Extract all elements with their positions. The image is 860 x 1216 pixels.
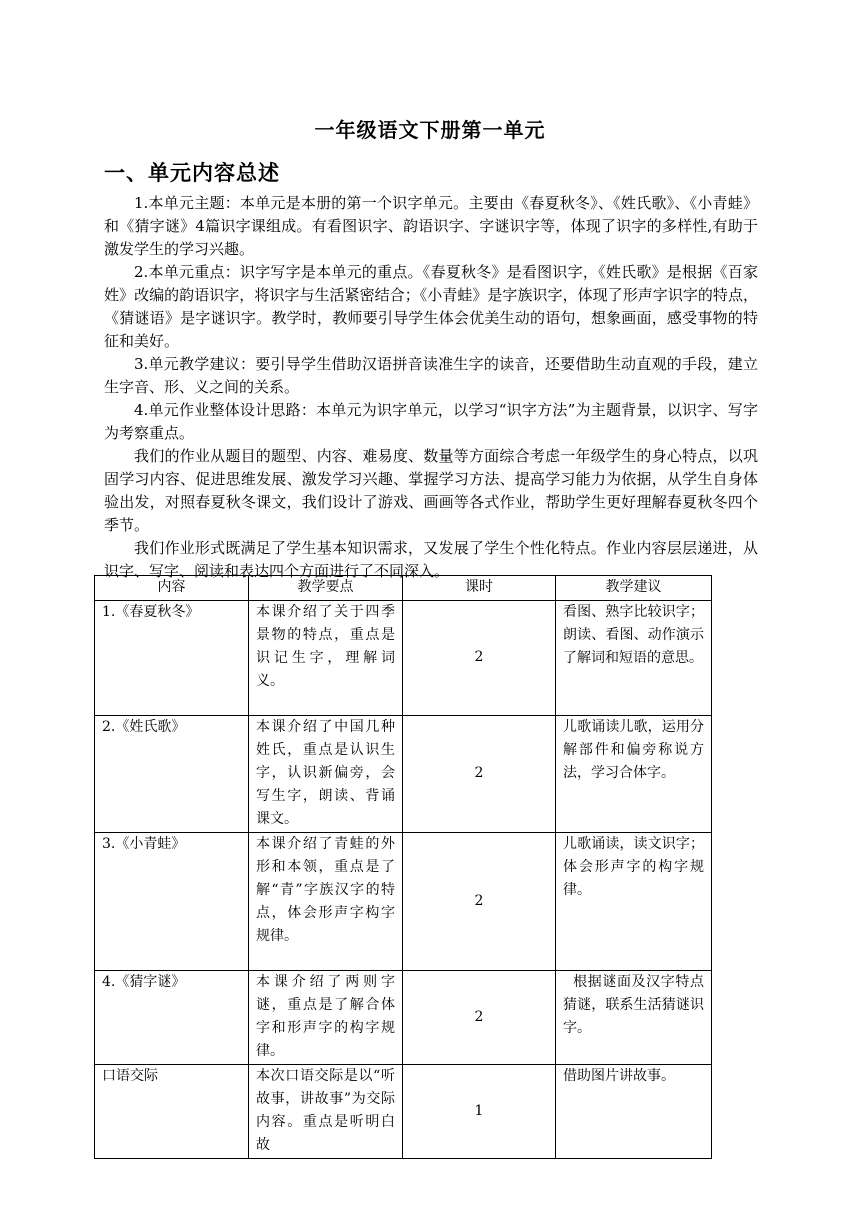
table-row [95,601,712,716]
cell-teaching-advice: 看图、熟字比较识字；朗读、看图、动作演示了解词和短语的意思。 [556,601,712,716]
cell-content: 3.《小青蛙》 [95,833,249,971]
cell-class-hours: 1 [403,1065,556,1159]
cell-teaching-points: 本课介绍了中国几种姓氏，重点是认识生字，认识新偏旁，会写生字，朗读、背诵课文。 [249,716,403,833]
header-class-hours: 课时 [403,576,556,601]
cell-teaching-advice: 借助图片讲故事。 [556,1065,712,1159]
table-row [95,1065,712,1159]
paragraph-focus: 2.本单元重点：识字写字是本单元的重点。《春夏秋冬》是看图识字，《姓氏歌》是根据《百家姓》改编的韵语识字，将识字与生活紧密结合；《小青蛙》是字族识字，体现了形声字识字的特点，《猜谜语》是字谜识字。教学时，教师要引导学生体会优美生动的语句，想象画面，感受事物的特征和美好。 [104,263,758,350]
table-row [95,971,712,1065]
cell-teaching-advice: 根据谜面及汉字特点猜谜，联系生活猜谜识字。 [556,971,712,1065]
cell-teaching-advice: 儿歌诵读儿歌，运用分解部件和偏旁称说方法，学习合体字。 [556,716,712,833]
paragraph-design: 4.单元作业整体设计思路：本单元为识字单元，以学习“识字方法”为主题背景，以识字、写字为考察重点。 [104,401,758,442]
body-text [104,192,758,583]
cell-teaching-points: 本次口语交际是以“听故事，讲故事”为交际内容。重点是听明白故 [249,1065,403,1159]
cell-class-hours: 2 [403,833,556,971]
section-heading: 一、单元内容总述 [104,161,280,185]
header-content: 内容 [95,576,249,601]
cell-content: 4.《猜字谜》 [95,971,249,1065]
header-teaching-points: 教学要点 [249,576,403,601]
cell-class-hours: 2 [403,716,556,833]
document-title: 一年级语文下册第一单元 [314,118,546,142]
cell-class-hours: 2 [403,971,556,1065]
paragraph-suggestion: 3.单元教学建议：要引导学生借助汉语拼音读准生字的读音，还要借助生动直观的手段，建立生字音、形、义之间的关系。 [104,355,758,396]
header-teaching-advice: 教学建议 [556,576,712,601]
cell-teaching-points: 本课介绍了关于四季景物的特点，重点是识记生字，理解词义。 [249,601,403,716]
cell-teaching-advice: 儿歌诵读，读文识字；体会形声字的构字规律。 [556,833,712,971]
cell-content: 口语交际 [95,1065,249,1159]
cell-teaching-points: 本课介绍了青蛙的外形和本领，重点是了解“青”字族汉字的特点，体会形声字构字规律。 [249,833,403,971]
lesson-plan-table [94,575,712,1159]
cell-teaching-points: 本课介绍了两则字谜，重点是了解合体字和形声字的构字规律。 [249,971,403,1065]
table-header-row [95,576,712,601]
cell-content: 1.《春夏秋冬》 [95,601,249,716]
table-row [95,833,712,971]
cell-content: 2.《姓氏歌》 [95,716,249,833]
cell-class-hours: 2 [403,601,556,716]
paragraph-homework-basis: 我们的作业从题目的题型、内容、难易度、数量等方面综合考虑一年级学生的身心特点，以巩固学习内容、促进思维发展、激发学习兴趣、掌握学习方法、提高学习能力为依据，从学生自身体验出发，对照春夏秋冬课文，我们设计了游戏、画画等各式作业，帮助学生更好理解春夏秋冬四个季节。 [104,447,758,534]
paragraph-homework-form: 我们作业形式既满足了学生基本知识需求，又发展了学生个性化特点。作业内容层层递进，从识字、写字、阅读和表达四个方面进行了不同深入。 [104,539,758,580]
paragraph-theme: 1.本单元主题：本单元是本册的第一个识字单元。主要由《春夏秋冬》、《姓氏歌》、《小青蛙》和《猜字谜》4篇识字课组成。有看图识字、韵语识字、字谜识字等，体现了识字的多样性,有助于激发学生的学习兴趣。 [104,194,758,258]
table-row [95,716,712,833]
